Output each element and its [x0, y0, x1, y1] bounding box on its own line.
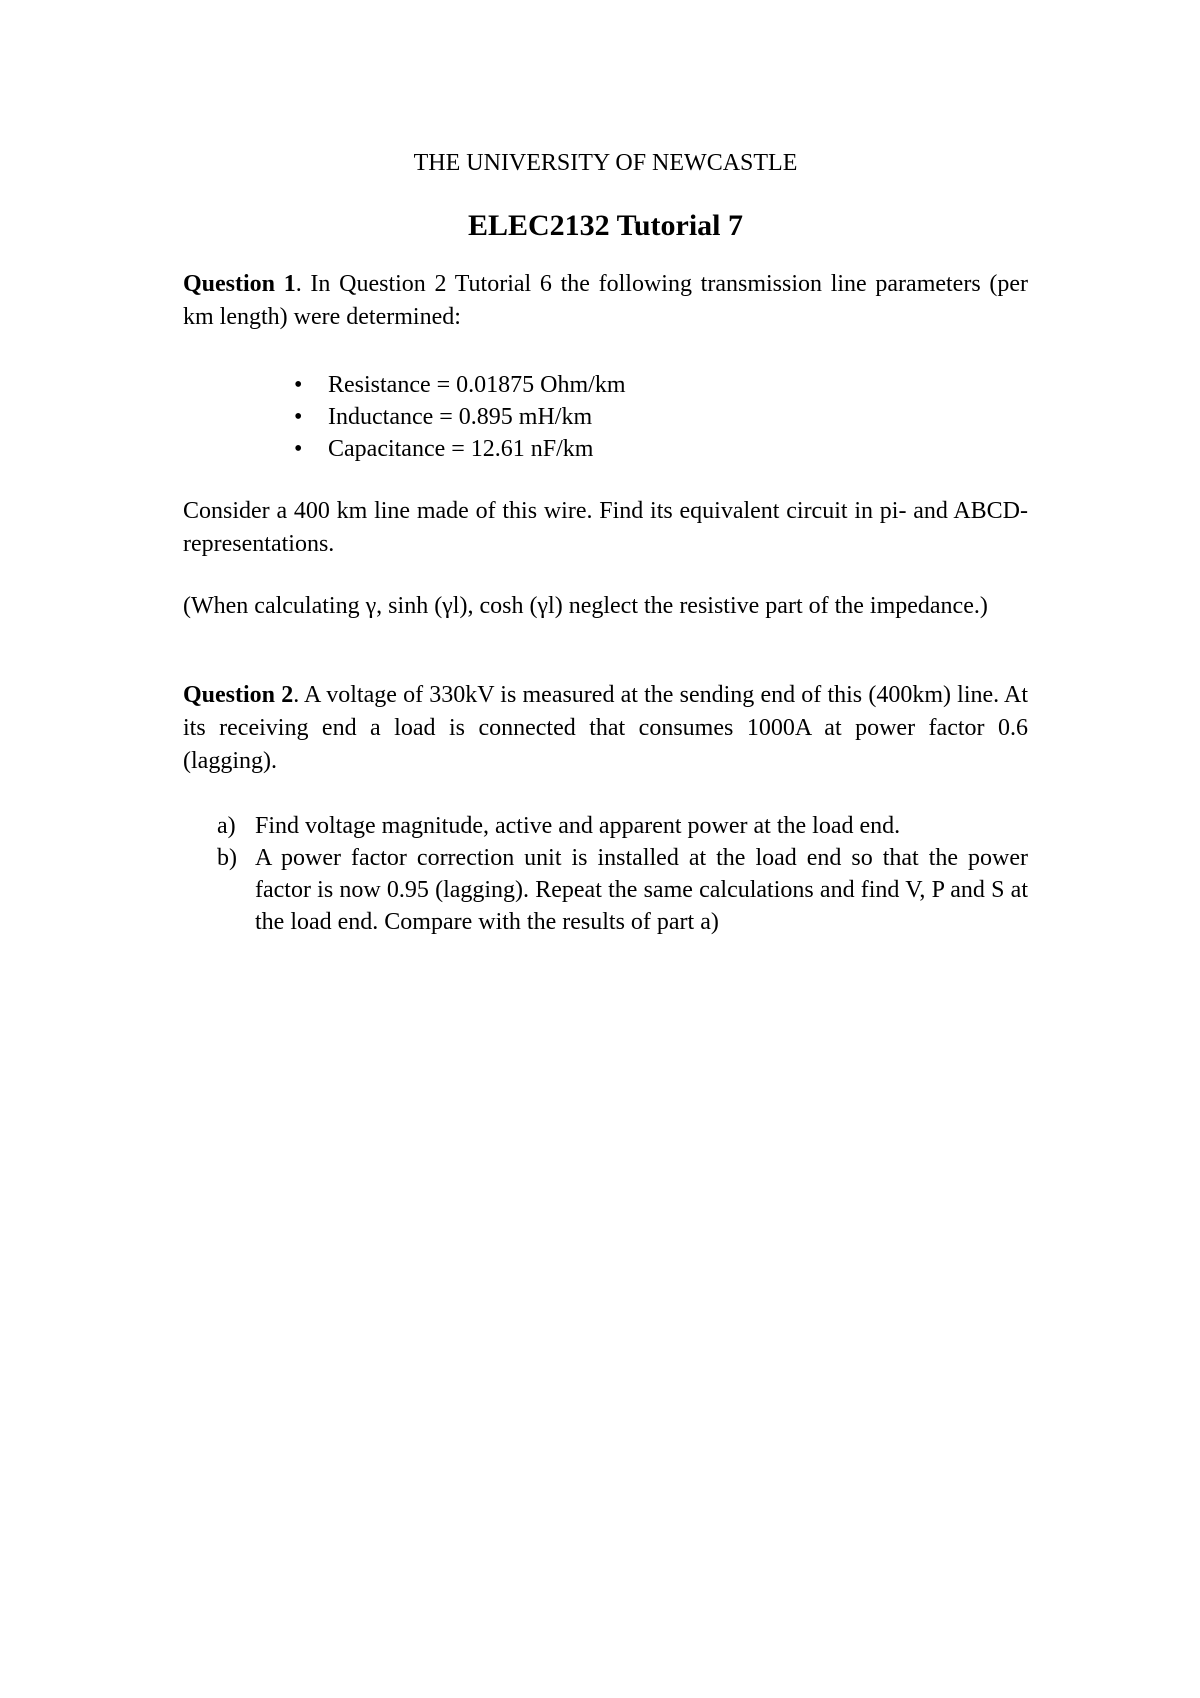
question-1-label: Question 1 — [183, 271, 296, 297]
question-2-label: Question 2 — [183, 682, 294, 708]
parameter-inductance: Inductance = 0.895 mH/km — [328, 404, 593, 430]
question-1-consider: Consider a 400 km line made of this wire. Find its equivalent circuit in pi- and ABCD- representations. — [183, 498, 1028, 557]
list-item — [294, 401, 1028, 433]
list-item — [217, 810, 1028, 842]
bullet-icon: • — [294, 436, 303, 462]
university-name: THE UNIVERSITY OF NEWCASTLE — [413, 150, 798, 176]
question-2-text: . A voltage of 330kV is measured at the sending end of this (400km) line. At its receiving end a load is connected that consumes 1000A at power factor 0.6 (lagging). — [183, 682, 1029, 774]
list-item — [217, 842, 1028, 938]
tutorial-title: ELEC2132 Tutorial 7 — [467, 209, 744, 242]
parameter-list — [183, 369, 1028, 465]
part-b-marker: b) — [217, 845, 237, 871]
question-1-note: (When calculating γ, sinh (γl), cosh (γl) neglect the resistive part of the impedance.) — [183, 593, 988, 619]
list-item — [294, 369, 1028, 401]
question-2-parts — [183, 810, 1028, 938]
parameter-capacitance: Capacitance = 12.61 nF/km — [328, 436, 594, 462]
bullet-icon: • — [294, 372, 303, 398]
part-a-marker: a) — [217, 813, 236, 839]
question-1-intro — [183, 268, 1028, 334]
document-content — [183, 148, 1028, 938]
question-2-intro — [183, 679, 1028, 778]
part-a-text: Find voltage magnitude, active and apparent power at the load end. — [255, 813, 901, 839]
question-1-text: . In Question 2 Tutorial 6 the following transmission line parameters (per km length) were determined: — [183, 271, 1029, 330]
bullet-icon: • — [294, 404, 303, 430]
list-item — [294, 433, 1028, 465]
part-b-text: A power factor correction unit is installed at the load end so that the power factor is now 0.95 (lagging). Repeat the same calculations and find V, P and S at the load end. Compare with the results of part a) — [255, 845, 1028, 935]
parameter-resistance: Resistance = 0.01875 Ohm/km — [328, 372, 626, 398]
